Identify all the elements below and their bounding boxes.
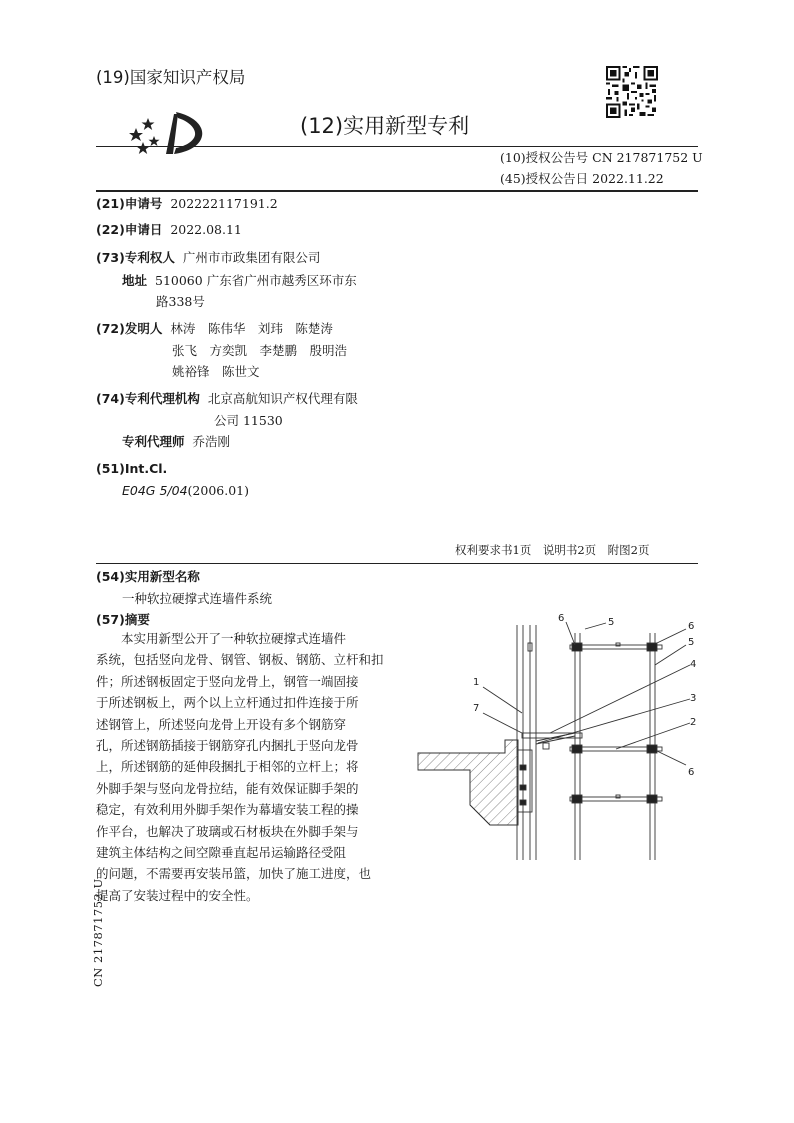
title-label [96, 567, 200, 587]
abstract-label [96, 610, 150, 630]
application-number: 202222117191.2 [170, 196, 278, 211]
utility-model-title: 一种软拉硬撑式连墙件系统 [122, 591, 273, 606]
field-label: (22)申请日 [96, 222, 163, 237]
publication-date: (45)授权公告日 2022.11.22 [500, 171, 664, 186]
field-label: (73)专利权人 [96, 250, 175, 265]
abstract [96, 628, 384, 906]
leader-line [657, 751, 686, 765]
leader-line [657, 629, 686, 643]
leader-line [655, 645, 686, 665]
coupler [572, 643, 582, 651]
ipc-classification [122, 481, 249, 501]
abstract-line: 件；所述钢板固定于竖向龙骨上，钢管一端固接 [96, 673, 359, 689]
section-rule [96, 563, 698, 564]
patentee-row [96, 248, 320, 268]
figure-label: 2 [690, 717, 697, 728]
abstract-line: 孔，所述钢筋插接于钢筋穿孔内捆扎于竖向龙骨 [96, 738, 359, 754]
document-type: (12)实用新型专利 [300, 114, 470, 138]
leader-line [538, 699, 690, 743]
embedded-bracket [520, 785, 526, 790]
abstract-line: 于所述钢板上，两个以上立杆通过扣件连接于所 [96, 695, 359, 711]
coupler [647, 643, 657, 651]
address-line: 路338号 [156, 294, 205, 309]
abstract-line: 建筑主体结构之间空隙垂直起吊运输路径受阻 [96, 845, 347, 861]
side-publication-number: CN 217871752 U [91, 878, 105, 987]
abstract-line: 系统，包括竖向龙骨、钢管、钢板、钢筋、立杆和扣 [96, 652, 384, 668]
coupler [616, 795, 620, 798]
patentee: 广州市市政集团有限公司 [182, 250, 321, 265]
header-rule-bottom [96, 190, 698, 192]
application-date-row [96, 220, 242, 240]
figure-label: 6 [688, 621, 695, 632]
coupler [572, 795, 582, 803]
technical-drawing [410, 605, 710, 870]
publication-number: (10)授权公告号 CN 217871752 U [500, 150, 703, 165]
page-counts: 权利要求书1页 说明书2页 附图2页 [455, 543, 650, 557]
field-label: 专利代理师 [122, 434, 185, 449]
inventors: 姚裕锋 陈世文 [172, 364, 260, 379]
field-label: (74)专利代理机构 [96, 391, 200, 406]
abstract-line: 提高了安装过程中的安全性。 [96, 887, 259, 903]
inventors: 林涛 陈伟华 刘玮 陈楚涛 [170, 321, 333, 336]
application-number-row [96, 194, 278, 214]
inventor-row [96, 319, 333, 339]
agency: 公司 11530 [214, 413, 283, 428]
coupler [647, 745, 657, 753]
field-label: 地址 [122, 273, 148, 288]
agent: 乔浩刚 [192, 434, 231, 449]
figure-label: 1 [473, 677, 480, 688]
inventors: 张飞 方奕凯 李楚鹏 殷明浩 [172, 343, 348, 358]
field-label: (21)申请号 [96, 196, 163, 211]
abstract-line: 的问题，不需要再安装吊篮，加快了施工进度，也 [96, 866, 372, 882]
leader-line [550, 665, 690, 733]
leader-line [585, 623, 606, 629]
qr-code [606, 66, 658, 118]
ipc-year: (2006.01) [187, 483, 249, 498]
address-line: 510060 广东省广州市越秀区环市东 [155, 273, 357, 288]
ipc-label [96, 459, 167, 479]
abstract-line: 本实用新型公开了一种软拉硬撑式连墙件 [121, 631, 347, 646]
leader-line [566, 622, 575, 645]
coupler [616, 643, 620, 646]
figure-label: 6 [558, 613, 565, 624]
address-row [122, 271, 357, 291]
field-label: (72)发明人 [96, 321, 163, 336]
cnipa-logo [128, 108, 210, 166]
figure-label: 3 [690, 693, 697, 704]
figure-label: 7 [473, 703, 480, 714]
leader-line [483, 713, 522, 733]
embedded-bracket [520, 765, 526, 770]
abstract-line: 外脚手架与竖向龙骨拉结，能有效保证脚手架的 [96, 780, 359, 796]
figure-label: 6 [688, 767, 695, 778]
abstract-line: 作平台，也解决了玻璃或石材板块在外脚手架与 [96, 823, 359, 839]
figure-label: 5 [688, 637, 695, 648]
embedded-bracket [520, 800, 526, 805]
field-label: (57)摘要 [96, 612, 150, 627]
application-date: 2022.08.11 [170, 222, 242, 237]
header-rule [96, 146, 698, 147]
figure-label: 5 [608, 617, 615, 628]
coupler [647, 795, 657, 803]
abstract-line: 述钢管上，所述竖向龙骨上开设有多个钢筋穿 [96, 716, 347, 732]
figure-label: 4 [690, 659, 697, 670]
connector-tube [543, 743, 549, 749]
agency: 北京高航知识产权代理有限 [207, 391, 358, 406]
leader-line [483, 687, 522, 713]
ipc-code: E04G 5/04 [122, 483, 188, 498]
field-label: (54)实用新型名称 [96, 569, 200, 584]
agency-row [96, 389, 358, 409]
patent-office-name: (19)国家知识产权局 [96, 68, 246, 87]
abstract-line: 上，所述钢筋的延伸段捆扎于相邻的立杆上；将 [96, 759, 359, 775]
agent-row [122, 432, 230, 452]
field-label: (51)Int.Cl. [96, 461, 168, 476]
coupler [572, 745, 582, 753]
abstract-line: 稳定，有效利用外脚手架作为幕墙安装工程的操 [96, 802, 359, 818]
